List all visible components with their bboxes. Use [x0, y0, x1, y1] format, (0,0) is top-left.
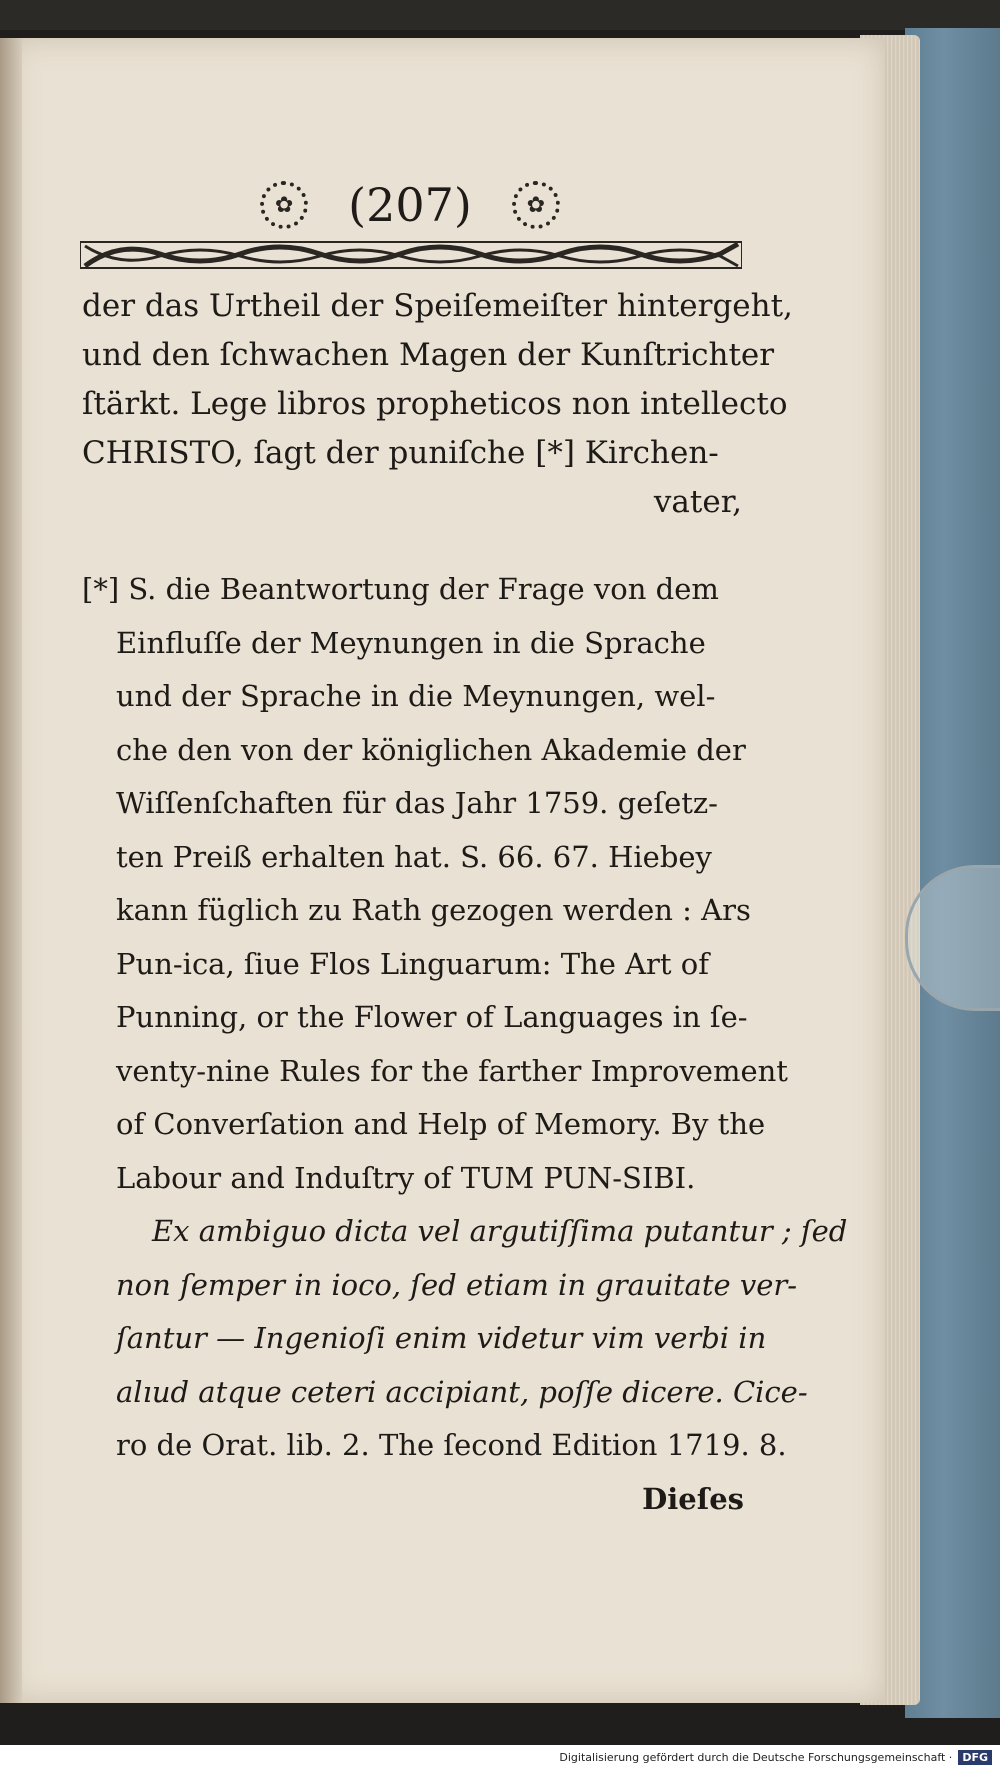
- catchword: Dieſes: [642, 1481, 744, 1516]
- footnote-line: non ſemper in ioco, ſed etiam in grauitate ver-: [116, 1267, 798, 1302]
- footnote-line: kann füglich zu Rath gezogen werden : Ars: [116, 893, 751, 927]
- decorative-rule: [80, 238, 742, 272]
- credit-text: Digitalisierung gefördert durch die Deutsche Forschungsgemeinschaft ·: [559, 1751, 953, 1764]
- rosette-right-glyph: ✿: [526, 192, 546, 218]
- footnote-line: Pun-ica, ſiue Flos Linguarum: The Art of: [116, 946, 709, 981]
- main-text: [82, 282, 793, 527]
- footnote-line: alıud atque ceteri accipiant, poſſe dicere. Cice-: [116, 1374, 808, 1409]
- rosette-ornament-left-icon: [260, 181, 308, 229]
- footnote-line: und der Sprache in die Meynungen, wel-: [116, 679, 716, 713]
- footnote-line: Labour and Induſtry of TUM PUN-SIBI.: [116, 1160, 696, 1195]
- footnote-line: Einfluſſe der Meynungen in die Sprache: [116, 625, 706, 660]
- dfg-logo: DFG: [958, 1750, 992, 1765]
- page-header: [80, 175, 740, 235]
- text-line: vater,: [653, 484, 742, 520]
- book-cover-top: [0, 0, 1000, 30]
- rosette-ornament-right-icon: [512, 181, 560, 229]
- footnote-line: Punning, or the Flower of Languages in ſe-: [116, 1000, 748, 1034]
- footnote-line: ſantur — Ingenioſi enim videtur vim verbi in: [116, 1321, 767, 1355]
- text-line: CHRISTO, ſagt der puniſche [*] Kirchen-: [82, 435, 719, 471]
- text-line: und den ſchwachen Magen der Kunſtrichter: [82, 337, 775, 373]
- text-line: ſtärkt. Lege libros propheticos non intellecto: [82, 386, 788, 422]
- book-gutter: [0, 38, 22, 1703]
- footnote-line: Wiſſenſchaften für das Jahr 1759. geſetz-: [116, 786, 718, 820]
- footnote-line: venty-nine Rules for the farther Improvement: [116, 1053, 788, 1088]
- footnote: [82, 563, 848, 1526]
- text-line: der das Urtheil der Speiſemeiſter hintergeht,: [82, 288, 793, 324]
- footnote-line: ten Preiß erhalten hat. S. 66. 67. Hiebey: [116, 839, 712, 874]
- footnote-line: che den von der königlichen Akademie der: [116, 732, 746, 767]
- digitization-credit: [0, 1745, 1000, 1770]
- footnote-line: ro de Orat. lib. 2. The ſecond Edition 1719. 8.: [116, 1428, 787, 1462]
- footnote-line: Ex ambiguo dicta vel argutiſſima putantur ; ſed: [152, 1214, 848, 1248]
- page-number: (207): [348, 178, 472, 232]
- footnote-line: [*] S. die Beantwortung der Frage von dem: [82, 572, 719, 606]
- footnote-line: of Converſation and Help of Memory. By the: [116, 1107, 766, 1141]
- rosette-left-glyph: ✿: [274, 192, 294, 218]
